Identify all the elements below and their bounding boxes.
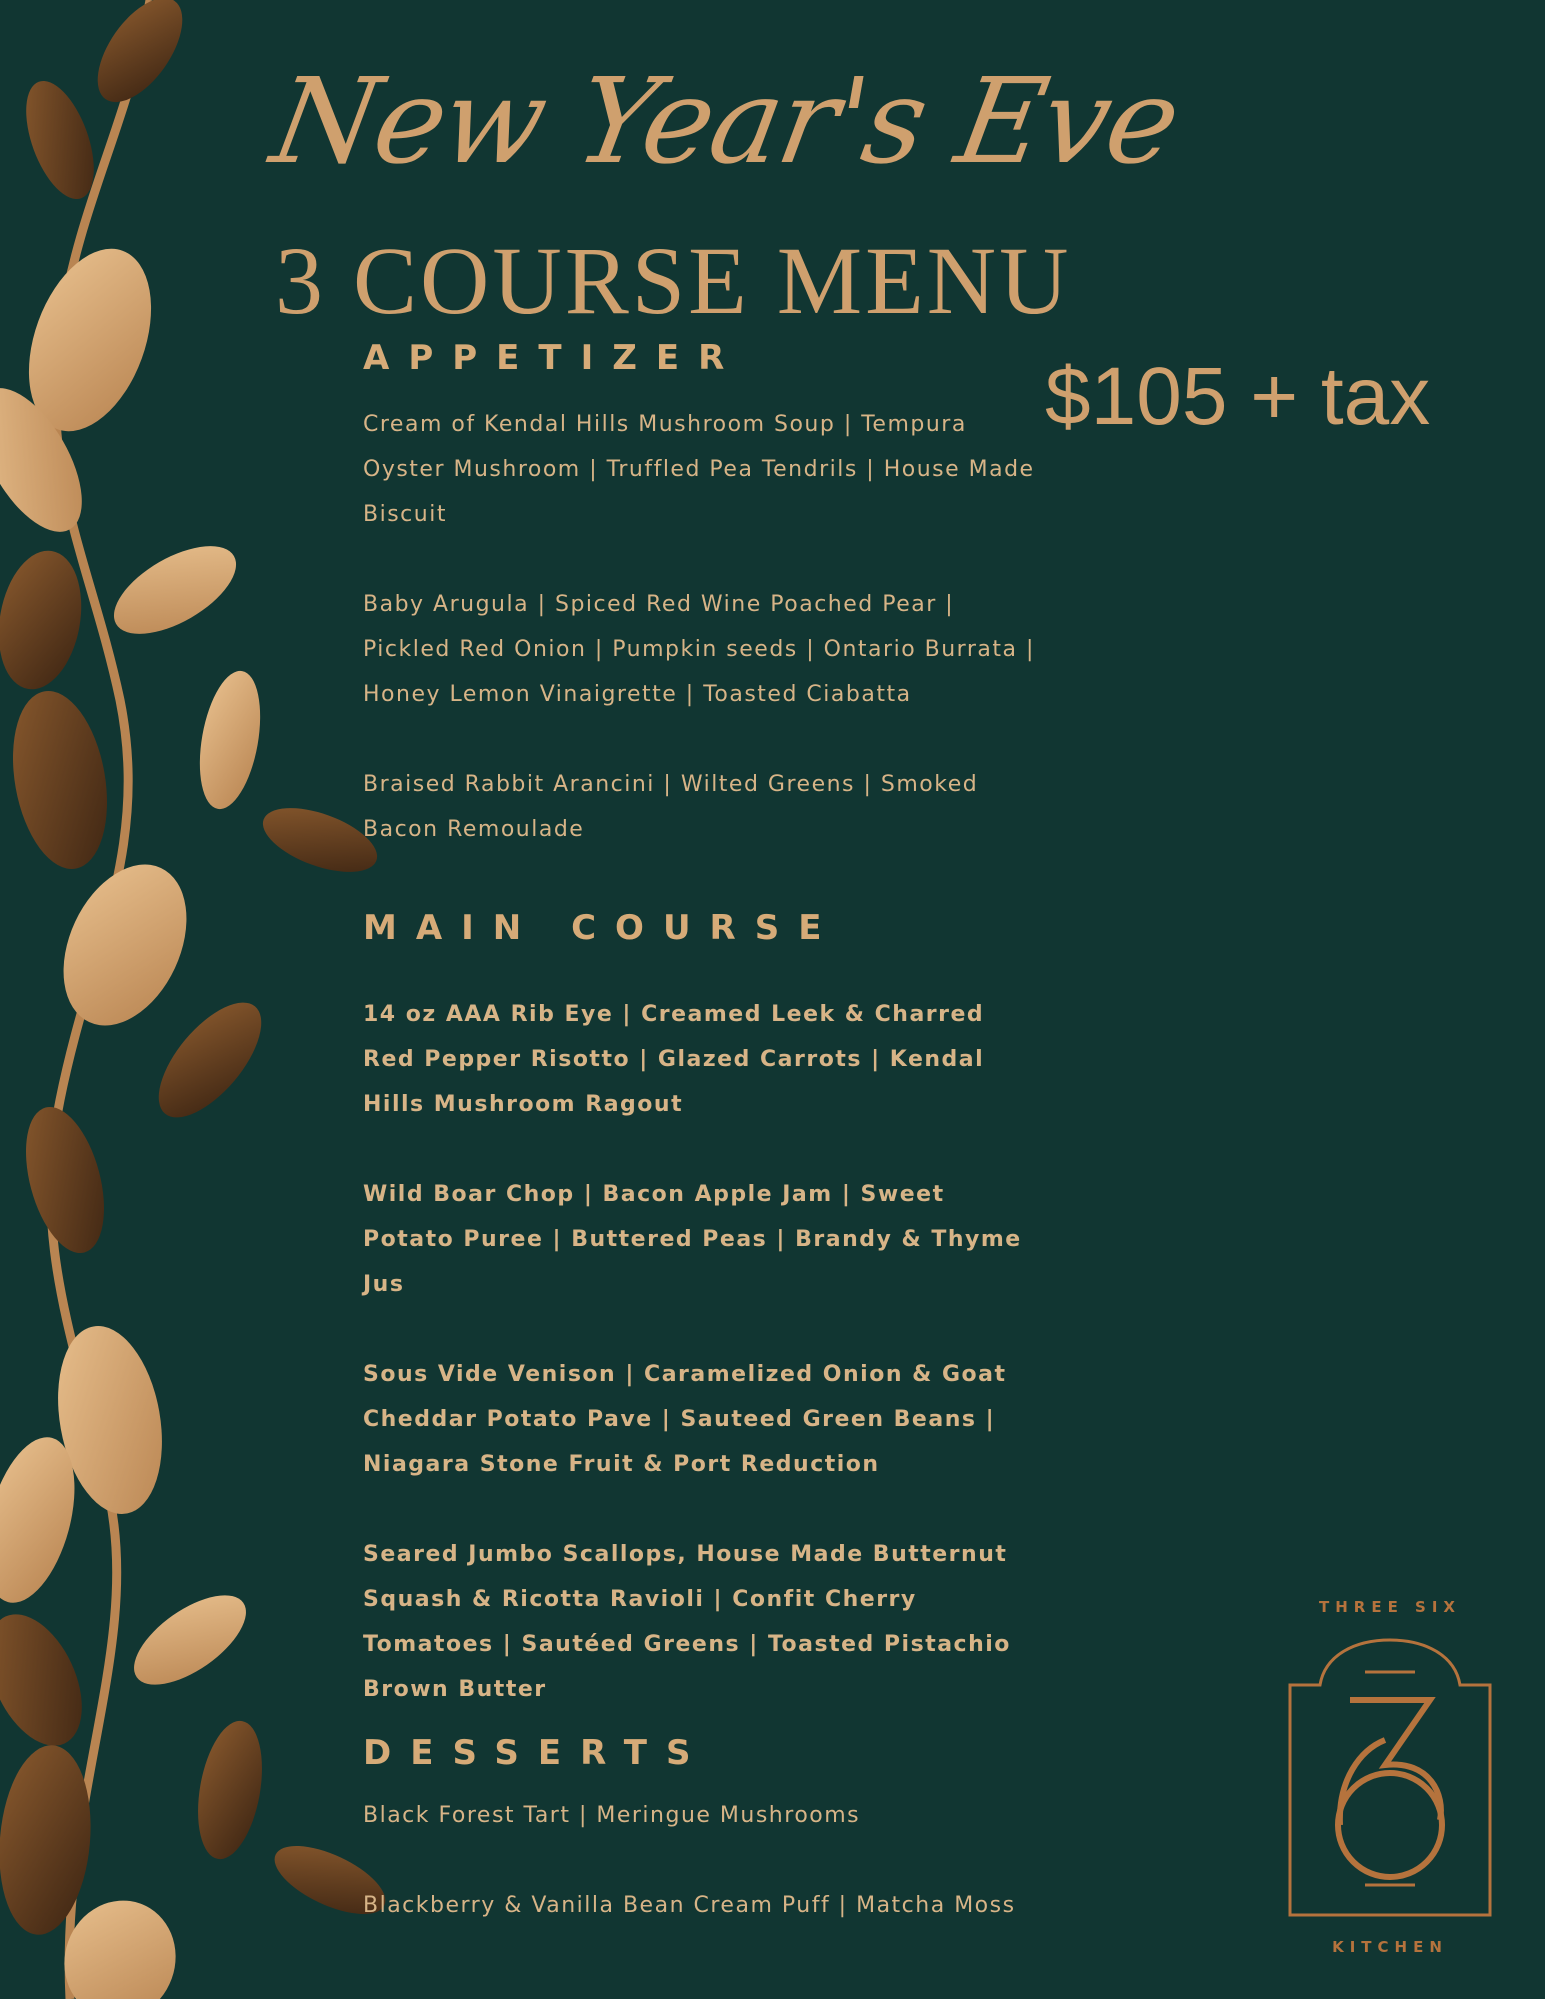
menu-item: Braised Rabbit Arancini | Wilted Greens | Smoked Bacon Remoulade xyxy=(363,772,979,842)
desserts-list xyxy=(363,1793,1043,1928)
menu-item: 14 oz AAA Rib Eye | Creamed Leek & Charred Red Pepper Risotto | Glazed Carrots | Kendal Hills Mushroom Ragout xyxy=(363,1002,985,1117)
menu-item: Seared Jumbo Scallops, House Made Butternut Squash & Ricotta Ravioli | Confit Cherry Tomatoes | Sautéed Greens | Toasted Pistachio Brown Butter xyxy=(363,1542,1011,1702)
logo-monogram-icon xyxy=(1280,1630,1500,1930)
desserts-section xyxy=(363,1733,1043,1928)
appetizer-list xyxy=(363,402,1043,852)
logo-bottom-text: KITCHEN xyxy=(1332,1938,1448,1956)
logo-top-text: THREE SIX xyxy=(1318,1598,1461,1616)
main-course-section xyxy=(363,908,1043,1712)
appetizer-section xyxy=(363,338,1043,852)
menu-item: Blackberry & Vanilla Bean Cream Puff | Matcha Moss xyxy=(363,1893,1016,1918)
menu-item: Sous Vide Venison | Caramelized Onion & Goat Cheddar Potato Pave | Sauteed Green Beans | Niagara Stone Fruit & Port Reduction xyxy=(363,1362,1007,1477)
price-label: $105 + tax xyxy=(1045,351,1431,442)
new-years-eve-title: New Year's Eve xyxy=(262,52,1189,190)
appetizer-heading: APPETIZER xyxy=(363,338,744,378)
menu-item: Cream of Kendal Hills Mushroom Soup | Tempura Oyster Mushroom | Truffled Pea Tendrils | House Made Biscuit xyxy=(363,412,1035,527)
three-six-kitchen-logo xyxy=(1280,1590,1500,1960)
desserts-heading: DESSERTS xyxy=(363,1733,710,1773)
menu-item: Wild Boar Chop | Bacon Apple Jam | Sweet Potato Puree | Buttered Peas | Brandy & Thyme Jus xyxy=(363,1182,1022,1297)
menu-item: Baby Arugula | Spiced Red Wine Poached Pear | Pickled Red Onion | Pumpkin seeds | Ontario Burrata | Honey Lemon Vinaigrette | Toasted Ciabatta xyxy=(363,592,1035,707)
menu-item: Black Forest Tart | Meringue Mushrooms xyxy=(363,1803,861,1828)
page-title: 3 COURSE MENU xyxy=(275,227,1072,334)
main-course-heading: MAIN COURSE xyxy=(363,908,841,948)
main-course-list xyxy=(363,992,1043,1712)
